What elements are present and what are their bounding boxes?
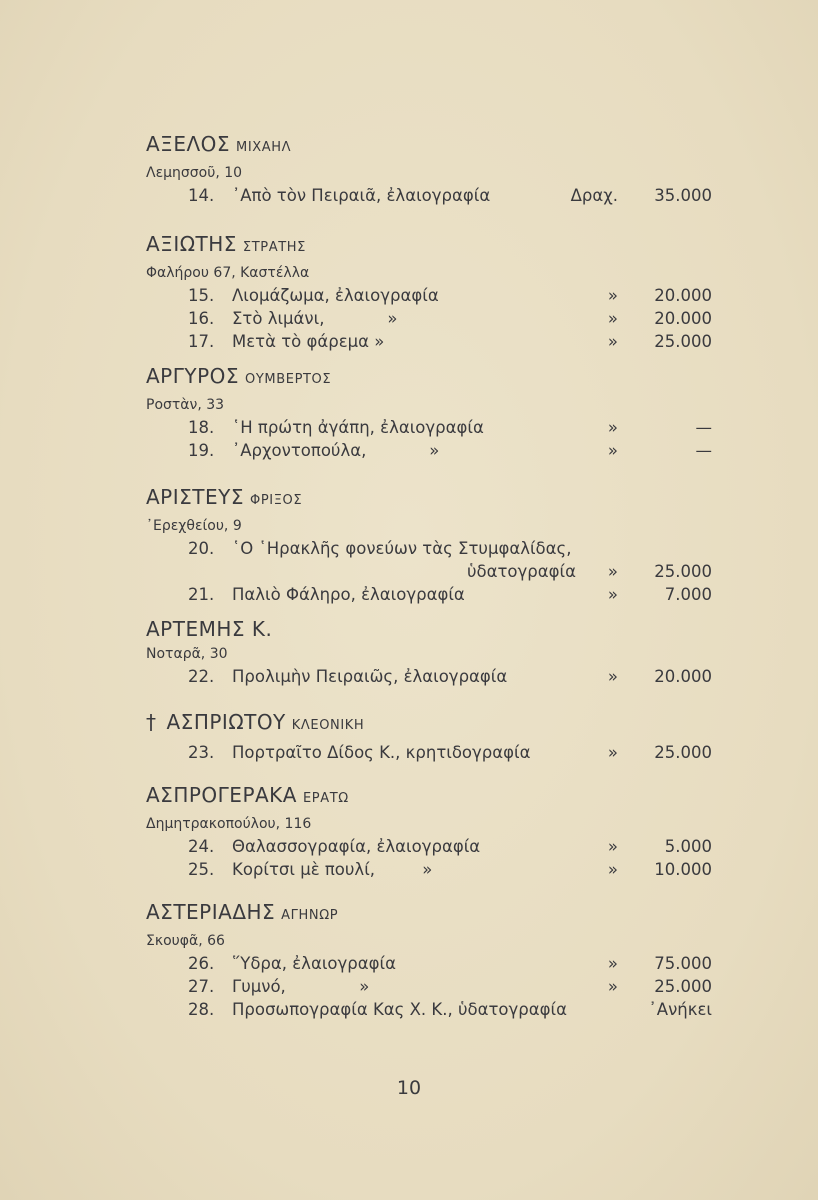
artwork-row — [146, 665, 726, 688]
ditto-mark: » — [607, 562, 618, 581]
artwork-row — [146, 416, 726, 439]
artist-address: Σκουφᾶ, 66 — [146, 933, 225, 949]
artist-surname: ΑΞΙΩΤΗΣ — [146, 232, 237, 256]
artwork-title: Παλιὸ Φάληρο, ἐλαιογραφία — [232, 585, 465, 604]
artwork-row — [146, 998, 726, 1021]
artist-given-name: ΕΡΑΤΩ — [302, 791, 349, 806]
artist-surname: ΑΣΠΡΟΓΕΡΑΚΑ — [146, 783, 297, 807]
artwork-row — [146, 537, 726, 560]
artwork-number: 26. — [188, 954, 215, 973]
artwork-price: 10.000 — [654, 860, 712, 879]
artwork-price: 20.000 — [654, 667, 712, 686]
artwork-title: Προλιμὴν Πειραιῶς, ἐλαιογραφία — [232, 667, 508, 686]
artist-surname: ΑΣΤΕΡΙΑΔΗΣ — [146, 900, 276, 924]
artwork-price: — — [695, 418, 712, 437]
artwork-title: Κορίτσι μὲ πουλί, » — [232, 860, 433, 879]
artist-entry — [146, 132, 726, 207]
artwork-title: Στὸ λιμάνι, » — [232, 309, 398, 328]
artist-name — [146, 783, 726, 811]
artwork-row — [146, 952, 726, 975]
ditto-mark: » — [607, 286, 618, 305]
artwork-row — [146, 975, 726, 998]
ditto-mark: » — [607, 585, 618, 604]
artwork-number: 25. — [188, 860, 215, 879]
artwork-price: 20.000 — [654, 286, 712, 305]
artist-name — [146, 710, 726, 738]
artwork-price: 25.000 — [654, 562, 712, 581]
artist-entry — [146, 485, 726, 606]
artwork-row — [146, 858, 726, 881]
artist-given-name: ΚΛΕΟΝΙΚΗ — [291, 718, 365, 733]
artist-name — [146, 485, 726, 513]
ditto-mark: » — [607, 954, 618, 973]
artwork-number: 28. — [188, 1000, 215, 1019]
artwork-title: ῾Ο ῾Ηρακλῆς φονεύων τὰς Στυμφαλίδας, — [232, 539, 572, 558]
page-number: 10 — [396, 1077, 422, 1099]
artwork-row — [146, 741, 726, 764]
artwork-number: 18. — [188, 418, 215, 437]
ditto-mark: » — [607, 667, 618, 686]
artwork-price: 75.000 — [654, 954, 712, 973]
artist-entry — [146, 783, 726, 881]
artwork-row — [146, 583, 726, 606]
artwork-title: Μετὰ τὸ φάρεμα » — [232, 332, 385, 351]
artwork-number: 16. — [188, 309, 215, 328]
artwork-title: ᾿Απὸ τὸν Πειραιᾶ, ἐλαιογραφία — [232, 186, 491, 205]
artwork-number: 17. — [188, 332, 215, 351]
artist-entry — [146, 900, 726, 1021]
artwork-title: Λιομάζωμα, ἐλαιογραφία — [232, 286, 439, 305]
artwork-row — [146, 284, 726, 307]
artwork-number: 22. — [188, 667, 215, 686]
ditto-mark: » — [607, 860, 618, 879]
artwork-title: Γυμνό, » — [232, 977, 370, 996]
artist-surname: ΑΡΙΣΤΕΥΣ — [146, 485, 244, 509]
artist-address: ᾿Ερεχθείου, 9 — [146, 518, 242, 534]
artist-given-name: ΑΓΗΝΩΡ — [281, 908, 339, 923]
artwork-price: 35.000 — [654, 186, 712, 205]
artwork-number: 24. — [188, 837, 215, 856]
artist-address: Λεμησσοῦ, 10 — [146, 165, 243, 181]
artwork-row — [146, 835, 726, 858]
artist-surname: ΑΞΕΛΟΣ — [146, 132, 231, 156]
ditto-mark: » — [607, 309, 618, 328]
artist-given-name: ΣΤΡΑΤΗΣ — [242, 240, 306, 255]
artist-given-name: ΟΥΜΒΕΡΤΟΣ — [245, 372, 332, 387]
ditto-mark: » — [607, 418, 618, 437]
ditto-mark: » — [607, 977, 618, 996]
ditto-mark: » — [607, 837, 618, 856]
artist-given-name: ΜΙΧΑΗΛ — [236, 140, 292, 155]
artwork-number: 21. — [188, 585, 215, 604]
artist-name — [146, 617, 726, 641]
ditto-mark: » — [607, 743, 618, 762]
artwork-price: 25.000 — [654, 977, 712, 996]
artist-entry — [146, 232, 726, 353]
artwork-number: 27. — [188, 977, 215, 996]
artwork-title: Προσωπογραφία Κας Χ. Κ., ὑδατογραφία — [232, 1000, 567, 1019]
artwork-row — [146, 439, 726, 462]
artist-address: Νοταρᾶ, 30 — [146, 646, 228, 662]
artist-address: Ροστὰν, 33 — [146, 397, 225, 413]
artist-entry — [146, 710, 726, 764]
artwork-price: 5.000 — [664, 837, 712, 856]
artwork-title: Πορτραῖτο Δίδος Κ., κρητιδογραφία — [232, 743, 531, 762]
artwork-number: 14. — [188, 186, 215, 205]
artwork-row-continuation — [146, 560, 726, 583]
artist-surname: ΑΡΓΥΡΟΣ — [146, 364, 240, 388]
currency-label: Δραχ. — [570, 186, 618, 205]
artist-surname: ΑΣΠΡΙΩΤΟΥ — [166, 710, 286, 734]
artwork-medium: ὑδατογραφία — [466, 562, 576, 581]
artist-name — [146, 232, 726, 260]
artist-address: Φαλήρου 67, Καστέλλα — [146, 265, 310, 281]
artwork-price: 7.000 — [664, 585, 712, 604]
artwork-number: 15. — [188, 286, 215, 305]
artwork-row — [146, 330, 726, 353]
artwork-price: — — [695, 441, 712, 460]
artist-name — [146, 132, 726, 160]
artwork-title: Θαλασσογραφία, ἐλαιογραφία — [232, 837, 481, 856]
artwork-title: ῾Η πρώτη ἀγάπη, ἐλαιογραφία — [232, 418, 484, 437]
artwork-price: 25.000 — [654, 332, 712, 351]
ditto-mark: » — [607, 332, 618, 351]
artist-address: Δημητρακοπούλου, 116 — [146, 816, 312, 832]
artwork-row — [146, 184, 726, 207]
artist-name — [146, 900, 726, 928]
artist-name — [146, 364, 726, 392]
artwork-number: 20. — [188, 539, 215, 558]
artwork-number: 19. — [188, 441, 215, 460]
artist-surname: ΑΡΤΕΜΗΣ Κ. — [146, 617, 273, 641]
artist-given-name: ΦΡΙΞΟΣ — [249, 493, 303, 508]
deceased-cross-mark: † — [146, 710, 157, 734]
ditto-mark: » — [607, 441, 618, 460]
artist-entry — [146, 617, 726, 688]
artwork-title: ᾿Αρχοντοπούλα, » — [232, 441, 440, 460]
artist-entry — [146, 364, 726, 462]
artwork-ownership-note: ᾿Ανήκει — [648, 1000, 712, 1019]
artwork-row — [146, 307, 726, 330]
artwork-price: 20.000 — [654, 309, 712, 328]
artwork-number: 23. — [188, 743, 215, 762]
artwork-title: ῞Υδρα, ἐλαιογραφία — [232, 954, 396, 973]
artwork-price: 25.000 — [654, 743, 712, 762]
